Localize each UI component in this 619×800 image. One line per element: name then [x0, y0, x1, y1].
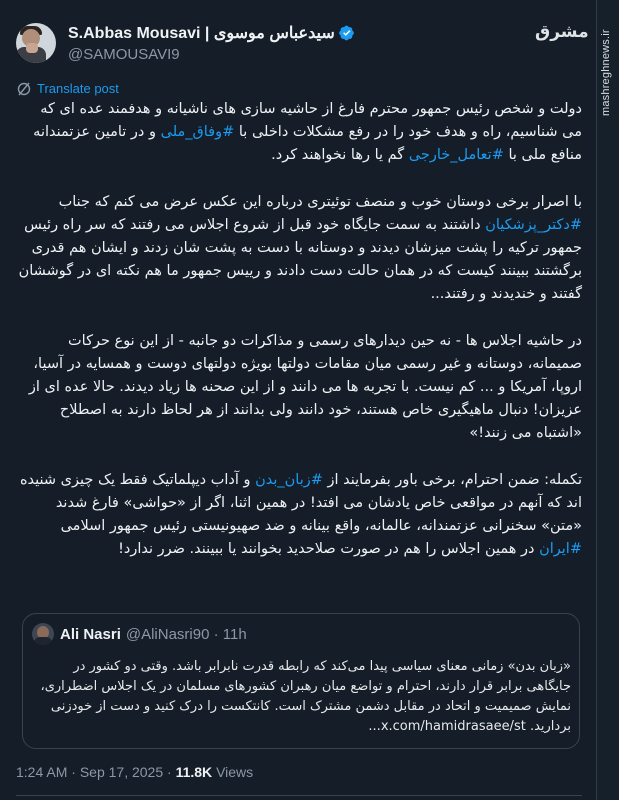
quoted-tweet-text: «زبان بدن» زمانی معنای سیاسی پیدا می‌کند که رابطه قدرت نابرابر باشد. وقتی دو کشور در جایگاهی برابر قرار دارند، احترام و تواضع میان رهبران کشورهای مسلمان در یک اجلاس اضطراری، نمایش صمیمیت و اتحاد در مقابل دشمن مشترک است. کانتکست را درک کنید و دست از خودزنی بردارید. x.com/hamidrasaee/st... — [40, 659, 571, 734]
tweet-paragraph-4 — [18, 469, 582, 561]
tweet-paragraph-3 — [18, 330, 582, 445]
tweet-meta — [16, 764, 253, 780]
hashtag-link[interactable]: #زبان_بدن — [255, 472, 323, 488]
globe-icon — [17, 82, 31, 96]
views-label: Views — [216, 764, 254, 780]
quoted-author-handle-time: @AliNasri90 · 11h — [125, 625, 247, 643]
quoted-tweet-header — [32, 623, 247, 645]
divider — [16, 795, 582, 796]
watermark-site: mashreghnews.ir — [600, 29, 612, 116]
tweet-paragraph-1 — [18, 98, 582, 167]
text-span: با اصرار برخی دوستان خوب و منصف توئیتری درباره این عکس عرض می کنم که جناب — [58, 194, 582, 210]
tweet-body — [18, 98, 582, 585]
watermark-strip — [597, 0, 619, 800]
hashtag-link[interactable]: #وفاق_ملی — [160, 124, 235, 140]
author-names — [68, 23, 355, 63]
tweet-date[interactable]: Sep 17, 2025 — [79, 764, 164, 780]
text-span: تکمله: ضمن احترام، برخی باور بفرمایند از — [322, 472, 582, 488]
hashtag-link[interactable]: #تعامل_خارجی — [408, 147, 504, 163]
text-span: در حاشیه اجلاس ها - نه حین دیدارهای رسمی و مذاکرات دو جانبه - از این نوع حرکات صمیمانه، دوستانه و غیر رسمی میان مقامات دولتها بویژه دولتهای دوست و همسایه در آسیا، اروپا، آمریکا و ... کم نیست. با تجربه ها می دانند و از این صحنه ها زیاد دیدند. حالا عده ای از عزیزان! دنبال ماهیگیری خاص هستند، خود دانند ولی بدانند از هر لحاظ دارند به اصطلاح «اشتباه می زنند!» — [28, 333, 582, 441]
avatar-hand — [26, 43, 38, 53]
author-display-name-text: S.Abbas Mousavi | سیدعباس موسوی — [68, 25, 335, 42]
quoted-author-avatar[interactable] — [32, 623, 54, 645]
author-display-name[interactable] — [68, 23, 355, 43]
text-span: داشتند به سمت جایگاه خود قبل از شروع اجلاس می رفتند که سر راه رئیس جمهور ترکیه را پشت میزشان دیدند و دوستانه با دست به پشت شان زدند و ایشان هم قدری برگشتند ببینند کیست که در همان حالت دست دادند و رییس جمهور ما هم نکته ای در گوششان گفتند و خندیدند و رفتند... — [18, 217, 582, 302]
watermark-logo: مشرق — [535, 22, 589, 42]
text-span: گم یا رها نخواهند کرد. — [271, 147, 409, 163]
author-avatar[interactable] — [16, 23, 56, 63]
text-span: در همین اجلاس را هم در صورت صلاحدید بخوانند یا ببینند. ضرر ندارد! — [118, 541, 540, 557]
tweet-header — [16, 22, 355, 64]
translate-post-label: Translate post — [37, 81, 119, 96]
tweet-paragraph-2 — [18, 191, 582, 306]
translate-post-button[interactable] — [17, 81, 119, 96]
separator: · — [67, 764, 80, 780]
tweet-time[interactable]: 1:24 AM — [16, 764, 68, 780]
verified-badge-icon — [339, 25, 355, 41]
text-span: دولت و شخص رئیس جمهور محترم فارغ از حاشیه سازی های ناشیانه و هدفمند عده ای که می شناسیم، راه و هدف خود را در رفع مشکلات داخلی با — [40, 101, 582, 140]
avatar-body — [34, 637, 52, 645]
quoted-author-name[interactable]: Ali Nasri — [60, 625, 121, 643]
hashtag-link[interactable]: #دکتر_پزشکیان — [485, 217, 582, 233]
views-count: 11.8K — [175, 764, 213, 780]
quoted-tweet[interactable] — [22, 613, 580, 749]
author-handle[interactable]: @SAMOUSAVI9 — [68, 46, 180, 63]
separator: · — [163, 764, 176, 780]
hashtag-link[interactable]: #ایران — [539, 541, 582, 557]
text-span: و آداب دیپلماتیک فقط یک چیزی شنیده اند که آنهم در مواقعی خاص یادشان می افتد! در همین اثنا، اگر از «حواشی» فارغ شدند «متن» سخنرانی عزتمندانه، عالمانه، واقع بینانه و ضد صهیونیستی رئیس جمهور اسلامی — [19, 472, 582, 534]
text-span: و در تامین عزتمندانه منافع ملی با — [33, 124, 582, 163]
